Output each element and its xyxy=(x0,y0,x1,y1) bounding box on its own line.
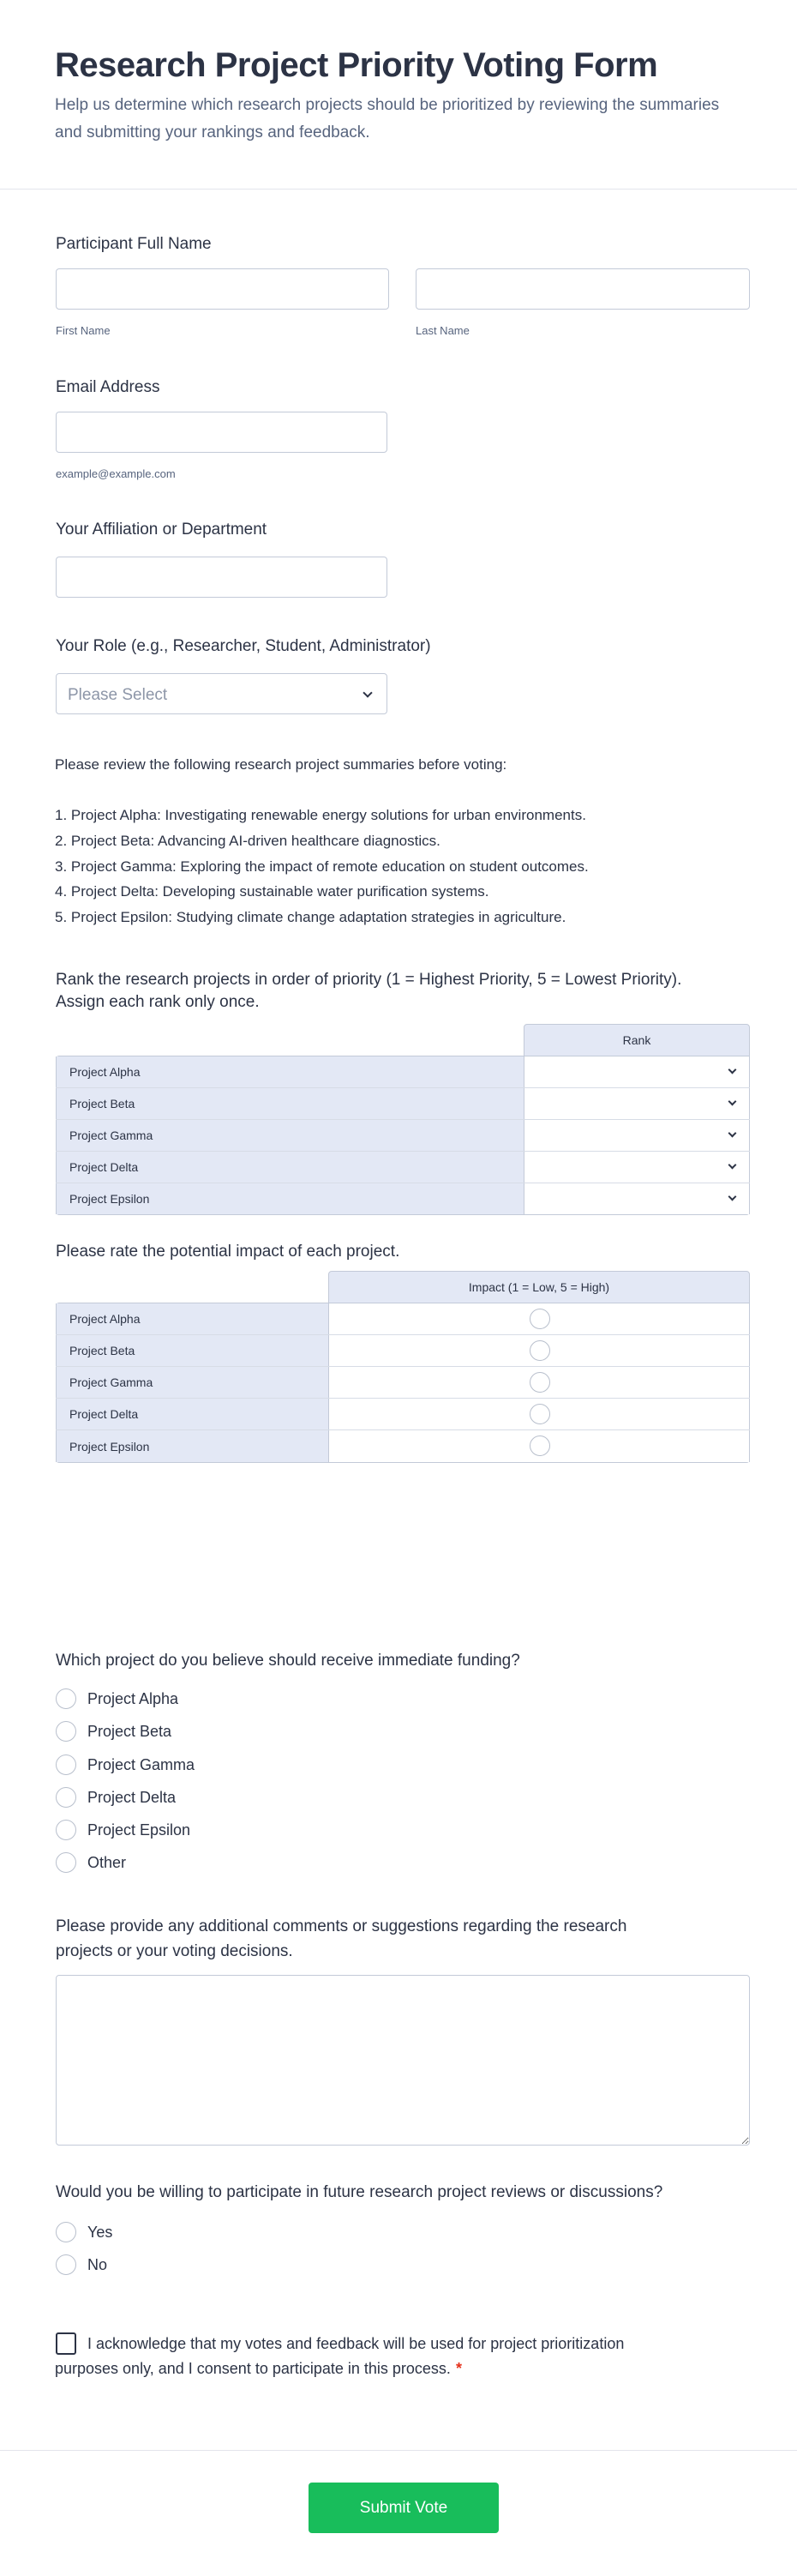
form-title: Research Project Priority Voting Form xyxy=(55,46,658,84)
summaries-intro: Please review the following research project summaries before voting: xyxy=(55,756,507,773)
chevron-down-icon xyxy=(728,1193,737,1201)
affiliation-input[interactable] xyxy=(56,557,387,598)
required-asterisk: * xyxy=(455,2360,462,2377)
last-name-sublabel: Last Name xyxy=(416,324,470,337)
impact-row-beta xyxy=(56,1335,750,1367)
chevron-down-icon xyxy=(728,1129,737,1138)
summary-item: 3. Project Gamma: Exploring the impact of remote education on student outcomes. xyxy=(55,858,589,875)
radio-button[interactable] xyxy=(56,1852,76,1873)
option-label: Project Alpha xyxy=(87,1689,179,1707)
rank-select[interactable] xyxy=(524,1152,750,1183)
summary-item: 2. Project Beta: Advancing AI-driven healthcare diagnostics. xyxy=(55,833,440,849)
option-label: Project Gamma xyxy=(87,1755,195,1773)
radio-button[interactable] xyxy=(56,1688,76,1709)
impact-row-label: Project Alpha xyxy=(56,1303,328,1334)
rank-row-epsilon xyxy=(56,1183,750,1214)
rank-select[interactable] xyxy=(524,1056,750,1087)
summary-item: 4. Project Delta: Developing sustainable water purification systems. xyxy=(55,883,489,900)
impact-radio[interactable] xyxy=(530,1404,550,1424)
submit-vote-button[interactable]: Submit Vote xyxy=(309,2483,499,2533)
rank-row-alpha xyxy=(56,1056,750,1088)
impact-row-gamma xyxy=(56,1367,750,1399)
comments-question: Please provide any additional comments or suggestions regarding the research projects or your voting decisions. xyxy=(56,1917,627,1960)
rank-column-header: Rank xyxy=(524,1024,750,1056)
role-select[interactable] xyxy=(56,673,387,714)
rank-row-label: Project Beta xyxy=(56,1088,524,1119)
impact-radio[interactable] xyxy=(530,1435,550,1456)
email-label: Email Address xyxy=(56,378,160,396)
impact-row-label: Project Epsilon xyxy=(56,1430,328,1462)
radio-button[interactable] xyxy=(56,1787,76,1808)
summary-item: 5. Project Epsilon: Studying climate change adaptation strategies in agriculture. xyxy=(55,909,566,925)
radio-button[interactable] xyxy=(56,1721,76,1742)
rank-row-label: Project Gamma xyxy=(56,1120,524,1151)
funding-option-delta[interactable] xyxy=(56,1786,176,1809)
radio-button[interactable] xyxy=(56,1820,76,1840)
impact-row-label: Project Delta xyxy=(56,1399,328,1429)
chevron-down-icon xyxy=(728,1098,737,1106)
funding-option-epsilon[interactable] xyxy=(56,1819,190,1841)
email-input[interactable] xyxy=(56,412,387,453)
funding-option-gamma[interactable] xyxy=(56,1754,195,1776)
impact-column-header: Impact (1 = Low, 5 = High) xyxy=(328,1271,750,1303)
rank-row-beta xyxy=(56,1088,750,1120)
rank-question: Rank the research projects in order of priority (1 = Highest Priority, 5 = Lowest Priority). Assign each rank only once. xyxy=(56,971,682,1011)
email-hint: example@example.com xyxy=(56,467,176,480)
chevron-down-icon xyxy=(363,688,372,697)
funding-option-other[interactable] xyxy=(56,1851,126,1874)
funding-option-beta[interactable] xyxy=(56,1720,171,1742)
role-select-placeholder: Please Select xyxy=(68,686,168,704)
option-label: Project Beta xyxy=(87,1722,172,1740)
radio-button[interactable] xyxy=(56,2254,76,2275)
rank-select[interactable] xyxy=(524,1183,750,1214)
funding-question: Which project do you believe should receive immediate funding? xyxy=(56,1652,520,1670)
future-option-yes[interactable] xyxy=(56,2221,112,2243)
rank-select[interactable] xyxy=(524,1088,750,1119)
funding-option-alpha[interactable] xyxy=(56,1688,178,1710)
impact-radio[interactable] xyxy=(530,1372,550,1393)
affiliation-label: Your Affiliation or Department xyxy=(56,521,267,539)
option-label: No xyxy=(87,2255,108,2273)
form-subtitle: Help us determine which research projects should be prioritized by reviewing the summaries and submitting your rankings and feedback. xyxy=(55,96,720,141)
summary-item: 1. Project Alpha: Investigating renewable energy solutions for urban environments. xyxy=(55,807,586,823)
impact-row-alpha xyxy=(56,1303,750,1335)
last-name-input[interactable] xyxy=(416,268,750,310)
impact-row-label: Project Beta xyxy=(56,1335,328,1366)
chevron-down-icon xyxy=(728,1066,737,1074)
impact-radio[interactable] xyxy=(530,1340,550,1361)
impact-row-label: Project Gamma xyxy=(56,1367,328,1398)
future-option-no[interactable] xyxy=(56,2254,107,2276)
consent-label xyxy=(55,2332,672,2381)
header-divider xyxy=(0,189,797,190)
impact-question: Please rate the potential impact of each project. xyxy=(56,1243,400,1261)
rank-row-delta xyxy=(56,1152,750,1183)
consent-text: I acknowledge that my votes and feedback will be used for project prioritization purposes only, and I consent to participate in this process. xyxy=(55,2335,625,2377)
rank-row-label: Project Delta xyxy=(56,1152,524,1183)
option-label: Project Epsilon xyxy=(87,1821,191,1839)
rank-row-gamma xyxy=(56,1120,750,1152)
option-label: Other xyxy=(87,1853,127,1871)
role-label: Your Role (e.g., Researcher, Student, Administrator) xyxy=(56,637,431,655)
rank-select[interactable] xyxy=(524,1120,750,1151)
impact-row-delta xyxy=(56,1399,750,1430)
option-label: Project Delta xyxy=(87,1788,177,1806)
future-question: Would you be willing to participate in future research project reviews or discussions? xyxy=(56,2183,663,2201)
rank-row-label: Project Alpha xyxy=(56,1056,524,1087)
first-name-sublabel: First Name xyxy=(56,324,111,337)
rank-row-label: Project Epsilon xyxy=(56,1183,524,1214)
impact-radio[interactable] xyxy=(530,1309,550,1329)
radio-button[interactable] xyxy=(56,2222,76,2242)
footer-divider xyxy=(0,2450,797,2451)
impact-row-epsilon xyxy=(56,1430,750,1462)
first-name-input[interactable] xyxy=(56,268,389,310)
comments-textarea[interactable] xyxy=(56,1975,750,2146)
option-label: Yes xyxy=(87,2223,113,2241)
radio-button[interactable] xyxy=(56,1754,76,1775)
chevron-down-icon xyxy=(728,1161,737,1170)
name-label: Participant Full Name xyxy=(56,235,212,253)
